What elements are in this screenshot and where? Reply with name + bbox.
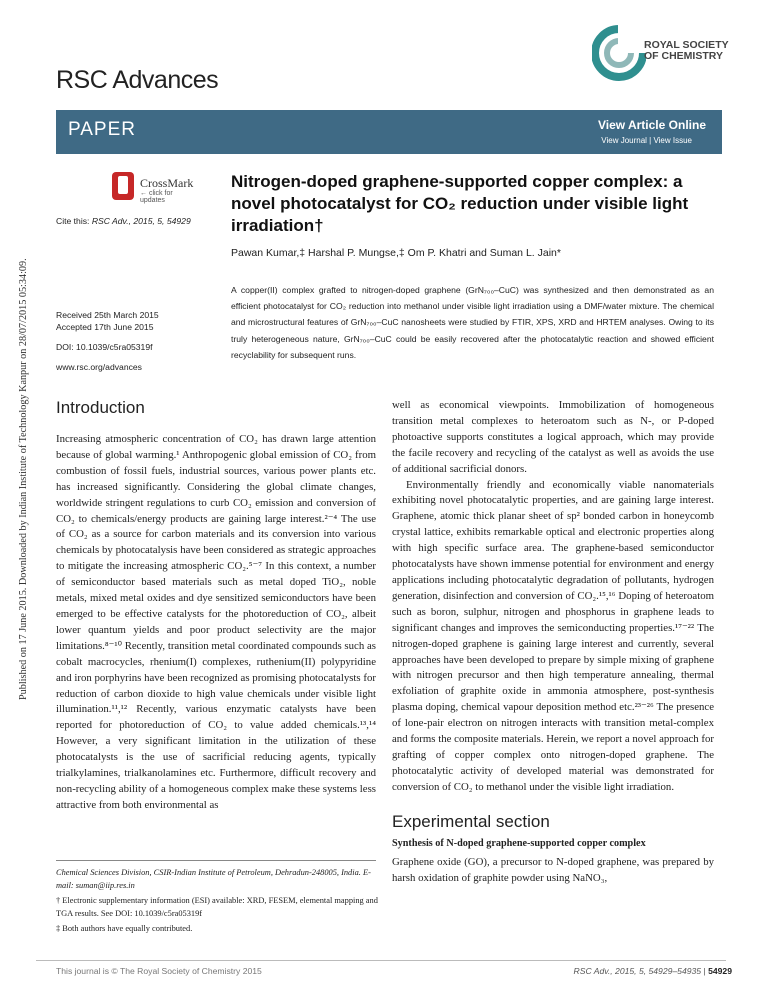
- publication-side-note: Published on 17 June 2015. Downloaded by Indian Institute of Technology Kanpur on 28/07/2015 05:34:09.: [18, 258, 29, 700]
- footnotes: [56, 866, 378, 937]
- journal-url[interactable]: www.rsc.org/advances: [56, 362, 142, 372]
- cite-ref: RSC Adv., 2015, 5, 54929: [91, 216, 191, 226]
- crossmark-badge[interactable]: [112, 172, 192, 208]
- journal-title[interactable]: RSC Advances: [56, 66, 219, 94]
- rsc-ring-icon: [592, 22, 646, 84]
- intro-paragraph-3: Environmentally friendly and economically viable nanomaterials exhibiting novel photocatalytic properties, and are gaining large interest. Graphene, atomic thick planar sheet of sp² bonded carbon in honeycomb crystal lattice, exhibits remarkable optical and electronic properties along with high specific surface area. The graphene-based semiconductor photocatalysts have shown immense potential for environment and energy applications including photocatalytic degradation of pollutants, hydrogen generation, disinfection and conversion of CO₂.¹⁵,¹⁶ Doping of heteroatom such as boron, sulphur, nitrogen and phosphorus in graphene leads to significant changes and improves the semiconducting properties.¹⁷⁻²² The nitrogen-doped graphene is gaining large interest and currently, several approaches have been developed to prepare by simple mixing of graphene with nitrogen precursor and then high temperature annealing, thermal exfoliation of graphite oxide in ammonia atmosphere, post-synthesis plasma doping, chemical vapour deposition method etc.²³⁻²⁶ The presence of lone-pair electron on nitrogen interacts with transition metal-complex and forms the composite materials. Herein, we report a novel approach for grafting of copper complex onto nitrogen-doped graphene. The photocatalytic activity of developed material was demonstrated for conversion of CO₂ to methanol under the visible light irradiation.: [392, 478, 714, 793]
- footer-divider: [36, 960, 726, 961]
- footnote-divider: [56, 860, 376, 861]
- introduction-heading: Introduction: [56, 398, 145, 417]
- esi-footnote: † Electronic supplementary information (ESI) available: XRD, FESEM, elemental mapping and TGA results. See DOI: 10.1039/c5ra05319f: [56, 896, 378, 918]
- abstract: A copper(II) complex grafted to nitrogen-doped graphene (GrN₇₀₀–CuC) was synthesized and then demonstrated as an efficient photocatalyst for CO₂ reduction into methanol under visible light irradiation using a DMF/water mixture. The chemical and microstructural features of GrN₇₀₀–CuC nanosheets were studied by FTIR, XPS, XRD and HRTEM analyses. Owing to its truly heterogeneous nature, GrN₇₀₀–CuC could be easily recovered after the photocatalytic reaction and showed efficient recyclability for subsequent runs.: [231, 285, 714, 360]
- logo-line-2: OF CHEMISTRY: [644, 50, 723, 62]
- equal-contribution-footnote: ‡ Both authors have equally contributed.: [56, 924, 193, 933]
- view-article-online-link[interactable]: View Article Online: [597, 118, 706, 132]
- logo-line-1: ROYAL SOCIETY: [644, 39, 729, 51]
- article-title: Nitrogen-doped graphene-supported copper complex: a novel photocatalyst for CO₂ reduction under visible light irradiation†: [231, 172, 689, 235]
- crossmark-subtitle: ← click for updates: [140, 190, 173, 204]
- citation: [56, 216, 191, 226]
- introduction-column-left: [56, 432, 376, 814]
- rsc-logo[interactable]: [592, 22, 732, 92]
- paper-banner: [56, 110, 722, 154]
- intro-paragraph-2: well as economical viewpoints. Immobilization of homogeneous transition metal complexes to heteroatom such as N-, or P-doped photoactive supports constitutes a logical approach, which may provide the facile recovery and recycling of the catalyst as well as avoids the use of additional sacrificial donors.: [392, 399, 714, 475]
- author-list: Pawan Kumar,‡ Harshal P. Mungse,‡ Om P. Khatri and Suman L. Jain*: [231, 247, 561, 259]
- crossmark-title: CrossMark: [140, 176, 194, 190]
- affiliation-footnote: Chemical Sciences Division, CSIR-Indian Institute of Petroleum, Dehradun-248005, India. E-mail: suman@iip.res.in: [56, 868, 371, 890]
- cite-prefix: Cite this:: [56, 216, 90, 226]
- introduction-column-right: [392, 398, 714, 887]
- doi[interactable]: DOI: 10.1039/c5ra05319f: [56, 342, 153, 352]
- crossmark-icon: [112, 172, 134, 200]
- view-journal-issue-links[interactable]: View Journal | View Issue: [601, 136, 692, 145]
- footer-ref: RSC Adv., 2015, 5, 54929–54935: [573, 966, 702, 976]
- intro-paragraph-1: Increasing atmospheric concentration of CO₂ has drawn large attention because of global warming.¹ Anthropogenic global emission of CO₂ from combustion of fossil fuels, industrial sources, various power plants etc. has increased significantly. Considering the global climate changes, worldwide stringent regulations to curb CO₂ emission and conversion of CO₂ to chemicals/energy products are gaining large interest.²⁻⁴ The use of CO₂ as a source for carbon materials and its conversion into various chemicals by photocatalysis have been considered as strategic approaches to mitigate the increasing atmospheric CO₂.⁵⁻⁷ In this context, a number of semiconductor based materials such as metal doped TiO₂, noble metals, mixed metal oxides and dye sensitized semiconductors have been emerged to be effective catalysts for the photoreduction of CO₂, albeit lower quantum yields and poor product selectivity are the major limitations.⁸⁻¹⁰ Recently, transition metal coordinated compounds such as cobalt macrocycles, rhenium(I) complexes, ruthenium(II) polypyridine and iron porphyrins have been recognized as promising photocatalysts for reduction of carbon dioxide to high value chemicals under visible light illumination.¹¹,¹² Recently, various enzymatic catalysts have been reported for photoreduction of CO₂ to value added chemicals.¹³,¹⁴ However, a very significant limitation in the utilization of these photocatalysts is the use of sacrificial reducing agents, typically trialkylamines, trialkanolamines etc. Furthermore, difficult recovery and non-recycling ability of a homogeneous complex make these systems less attractive from both environmental as: [56, 433, 376, 811]
- page-footer: RSC Adv., 2015, 5, 54929–54935 | 54929: [573, 966, 732, 976]
- experimental-subheading: Synthesis of N-doped graphene-supported copper complex: [392, 837, 646, 849]
- copyright-footer: This journal is © The Royal Society of Chemistry 2015: [56, 966, 262, 976]
- accepted-date: Accepted 17th June 2015: [56, 322, 154, 332]
- experimental-heading: Experimental section: [392, 811, 550, 831]
- received-date: Received 25th March 2015: [56, 310, 159, 320]
- experimental-paragraph-1: Graphene oxide (GO), a precursor to N-doped graphene, was prepared by harsh oxidation of graphite powder using NaNO₃,: [392, 856, 714, 885]
- page-number: 54929: [708, 966, 732, 976]
- article-type-label: PAPER: [68, 119, 137, 140]
